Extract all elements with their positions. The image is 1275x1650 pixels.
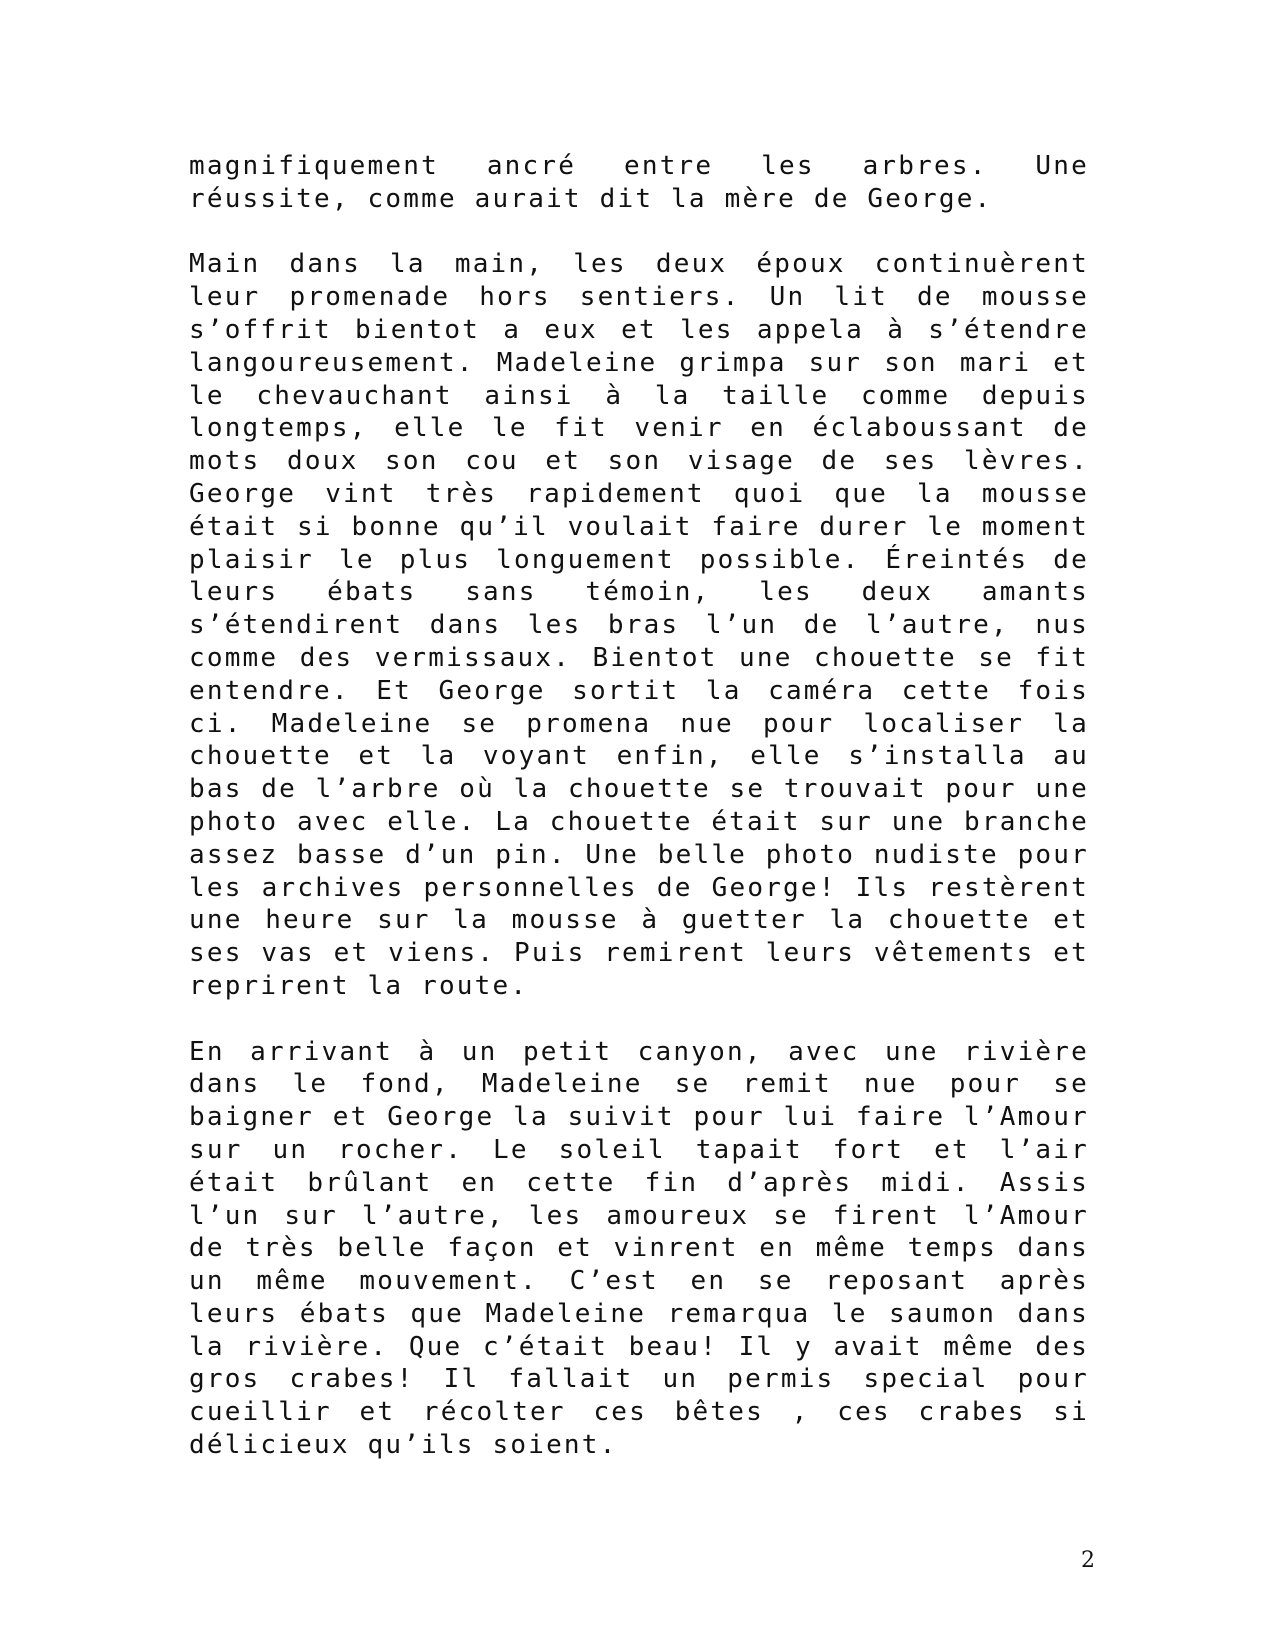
paragraph: magnifiquement ancré entre les arbres. Une réussite, comme aurait dit la mère de George. <box>189 151 1089 214</box>
paragraph: En arrivant à un petit canyon, avec une rivière dans le fond, Madeleine se remit nue pour se baigner et George la suivit pour lui faire l’Amour sur un rocher. Le soleil tapait fort et l’air était brûlant en cette fin d’après midi. Assis l’un sur l’autre, les amoureux se firent l’Amour de très belle façon et vinrent en même temps dans un même mouvement. C’est en se reposant après leurs ébats que Madeleine remarqua le saumon dans la rivière. Que c’était beau! Il y avait même des gros crabes! Il fallait un permis special pour cueillir et récolter ces bêtes , ces crabes si délicieux qu’ils soient. <box>189 1036 1089 1461</box>
page-number: 2 <box>1081 1548 1095 1573</box>
document-body <box>189 150 1089 1495</box>
paragraph: Main dans la main, les deux époux continuèrent leur promenade hors sentiers. Un lit de mousse s’offrit bientot a eux et les appela à s’étendre langoureusement. Madeleine grimpa sur son mari et le chevauchant ainsi à la taille comme depuis longtemps, elle le fit venir en éclaboussant de mots doux son cou et son visage de ses lèvres. George vint très rapidement quoi que la mousse était si bonne qu’il voulait faire durer le moment plaisir le plus longuement possible. Éreintés de leurs ébats sans témoin, les deux amants s’étendirent dans les bras l’un de l’autre, nus comme des vermissaux. Bientot une chouette se fit entendre. Et George sortit la caméra cette fois ci. Madeleine se promena nue pour localiser la chouette et la voyant enfin, elle s’installa au bas de l’arbre où la chouette se trouvait pour une photo avec elle. La chouette était sur une branche assez basse d’un pin. Une belle photo nudiste pour les archives personnelles de George! Ils restèrent une heure sur la mousse à guetter la chouette et ses vas et viens. Puis remirent leurs vêtements et reprirent la route. <box>189 249 1089 1001</box>
